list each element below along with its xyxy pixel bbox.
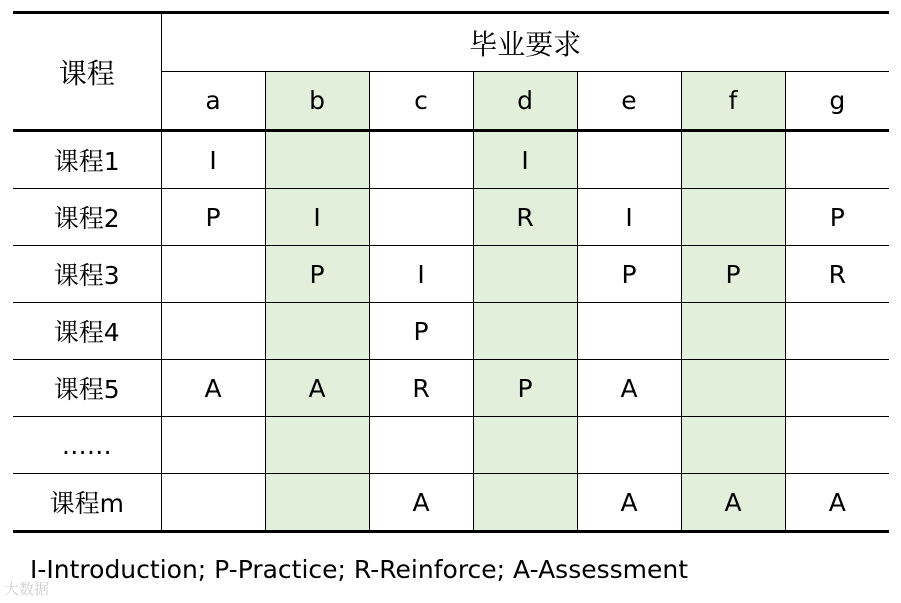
table-cell: [161, 474, 265, 532]
table-cell: A: [785, 474, 889, 532]
requirement-header-d: d: [473, 72, 577, 131]
table-cell: [473, 246, 577, 303]
course-name: 课程3: [13, 246, 161, 303]
table-cell: [265, 303, 369, 360]
table-cell: [265, 131, 369, 189]
table-row: [13, 246, 889, 303]
table-cell: P: [681, 246, 785, 303]
table-cell: [681, 189, 785, 246]
table-cell: [369, 417, 473, 474]
table-cell: [681, 131, 785, 189]
requirement-header-c: c: [369, 72, 473, 131]
table-cell: [369, 189, 473, 246]
table-cell: [681, 417, 785, 474]
table-cell: [681, 360, 785, 417]
requirement-header-f: f: [681, 72, 785, 131]
course-name: 课程1: [13, 131, 161, 189]
course-requirement-matrix: [13, 11, 889, 533]
table-cell: [473, 417, 577, 474]
requirement-header-e: e: [577, 72, 681, 131]
table-cell: R: [785, 246, 889, 303]
table-cell: A: [161, 360, 265, 417]
graduation-requirements-header: 毕业要求: [161, 13, 889, 72]
requirement-header-a: a: [161, 72, 265, 131]
course-name: 课程5: [13, 360, 161, 417]
table-cell: A: [681, 474, 785, 532]
table-cell: [577, 303, 681, 360]
table-cell: A: [577, 360, 681, 417]
course-name: 课程2: [13, 189, 161, 246]
table-cell: P: [785, 189, 889, 246]
table-cell: I: [473, 131, 577, 189]
requirement-header-g: g: [785, 72, 889, 131]
table-cell: P: [265, 246, 369, 303]
table-cell: [369, 131, 473, 189]
table-cell: A: [265, 360, 369, 417]
table-cell: I: [369, 246, 473, 303]
table-cell: P: [161, 189, 265, 246]
table-cell: R: [473, 189, 577, 246]
table-cell: [681, 303, 785, 360]
table-cell: [161, 303, 265, 360]
table-row: [13, 417, 889, 474]
table-row: [13, 189, 889, 246]
course-name: ……: [13, 417, 161, 474]
table-cell: R: [369, 360, 473, 417]
table-cell: I: [265, 189, 369, 246]
table-cell: [473, 474, 577, 532]
table-cell: [161, 417, 265, 474]
course-name: 课程4: [13, 303, 161, 360]
table-cell: I: [577, 189, 681, 246]
legend-text: I-Introduction; P-Practice; R-Reinforce; A-Assessment: [30, 555, 689, 584]
table-cell: [473, 303, 577, 360]
table-cell: [785, 417, 889, 474]
table-cell: A: [369, 474, 473, 532]
table-cell: I: [161, 131, 265, 189]
watermark: 大数据: [4, 580, 50, 598]
course-column-header: 课程: [13, 13, 161, 131]
table-cell: A: [577, 474, 681, 532]
table-row: [13, 360, 889, 417]
table-row: [13, 131, 889, 189]
table-cell: [785, 360, 889, 417]
table-cell: [161, 246, 265, 303]
table-cell: [577, 417, 681, 474]
course-name: 课程m: [13, 474, 161, 532]
table-row: [13, 303, 889, 360]
table-cell: [265, 417, 369, 474]
table-cell: [265, 474, 369, 532]
table-cell: [785, 303, 889, 360]
table-row: [13, 474, 889, 532]
table-cell: P: [473, 360, 577, 417]
table-cell: P: [369, 303, 473, 360]
table-cell: [785, 131, 889, 189]
table-cell: [577, 131, 681, 189]
requirement-header-b: b: [265, 72, 369, 131]
table-cell: P: [577, 246, 681, 303]
